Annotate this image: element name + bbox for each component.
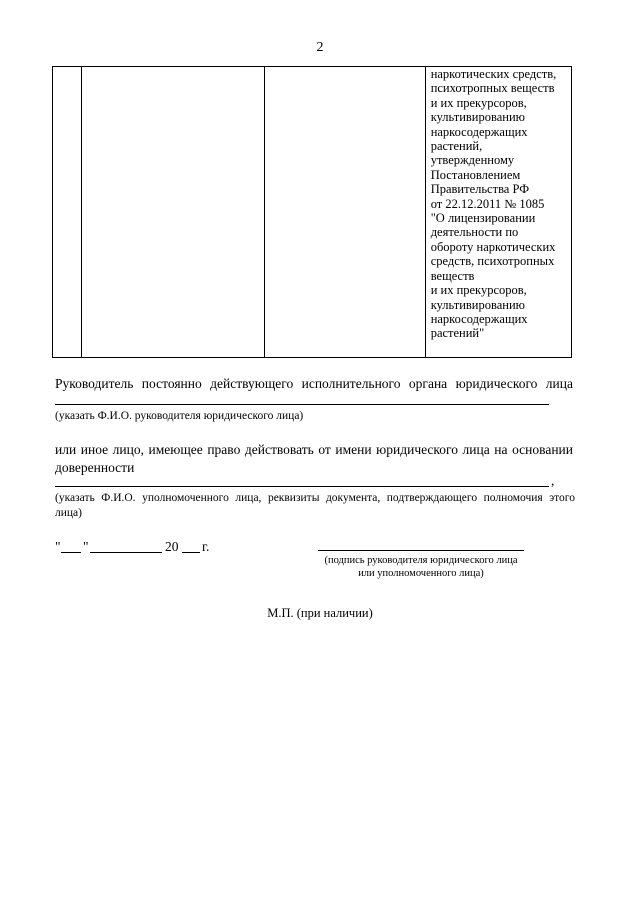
head-line: Руководитель постоянно действующего исполнительного органа юридического лица — [55, 376, 573, 391]
requirements-line: растений, — [430, 139, 483, 154]
table-cell-empty — [82, 67, 265, 358]
comma: , — [551, 473, 555, 488]
table-row — [53, 67, 572, 358]
requirements-line: и их прекурсоров, — [430, 95, 527, 110]
signature-caption: (подпись руководителя юридического лица — [324, 555, 518, 566]
requirements-line: наркосодержащих — [430, 124, 528, 139]
other-person-caption: (указать Ф.И.О. уполномоченного лица, реквизиты документа, подтверждающего полномочия этого — [55, 492, 575, 504]
table-cell-number — [53, 67, 82, 358]
requirements-line: Постановлением — [430, 167, 521, 182]
requirements-line: "О лицензировании — [430, 211, 536, 226]
requirements-line: утвержденному — [430, 153, 515, 168]
requirements-line: растений" — [430, 326, 485, 341]
requirements-line: психотропных веществ — [430, 81, 555, 96]
requirements-line: наркотических средств, — [430, 67, 557, 81]
signature-caption2: или уполномоченного лица) — [358, 568, 484, 579]
head-caption: (указать Ф.И.О. руководителя юридического лица) — [55, 410, 304, 422]
requirements-line: культивированию — [430, 110, 525, 125]
requirements-line: обороту наркотических — [430, 239, 556, 254]
requirements-line: культивированию — [430, 297, 525, 312]
date-month-field[interactable] — [90, 552, 162, 553]
stamp-label: М.П. (при наличии) — [267, 606, 373, 620]
requirements-line: веществ — [430, 268, 475, 283]
date-quote-open: " — [55, 539, 61, 554]
table-cell-empty — [265, 67, 425, 358]
table-cell-requirements — [425, 67, 571, 358]
requirements-line: от 22.12.2011 № 1085 — [430, 196, 545, 211]
date-quote-close: " — [83, 539, 89, 554]
signature-line[interactable] — [318, 550, 524, 551]
requirements-line: Правительства РФ — [430, 182, 530, 197]
license-table — [52, 66, 572, 358]
requirements-line: средств, психотропных — [430, 254, 555, 269]
date-day-field[interactable] — [61, 552, 81, 553]
requirements-text — [426, 67, 571, 341]
other-person-caption2: лица) — [55, 507, 82, 519]
date-year-field[interactable] — [182, 552, 200, 553]
page-number: 2 — [316, 40, 324, 55]
other-person-line: или иное лицо, имеющее право действовать от имени юридического лица на основании — [55, 442, 573, 457]
requirements-line: наркосодержащих — [430, 311, 528, 326]
head-name-line[interactable] — [55, 404, 549, 405]
requirements-line: и их прекурсоров, — [430, 283, 527, 298]
date-year-prefix: 20 — [165, 539, 179, 554]
other-person-name-line[interactable] — [55, 486, 549, 487]
requirements-line: деятельности по — [430, 225, 519, 240]
date-year-suffix: г. — [202, 539, 210, 554]
other-person-line2: доверенности — [55, 460, 135, 475]
